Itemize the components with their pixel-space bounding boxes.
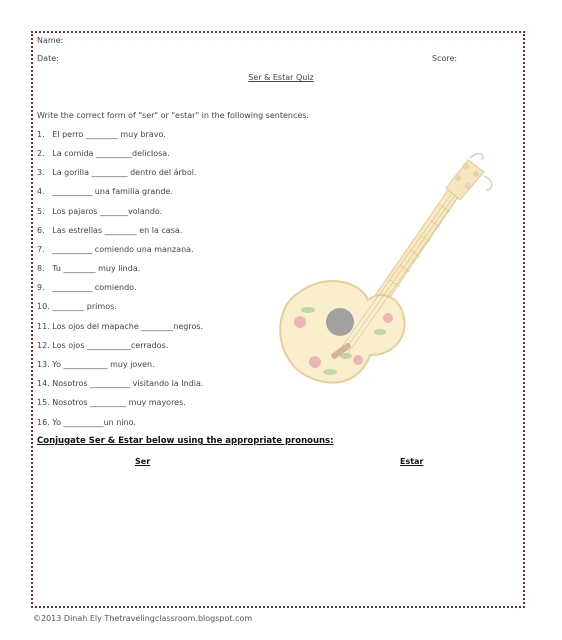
question-item: 2. La comida _________delicIosa. bbox=[37, 149, 170, 158]
question-item: 13. Yo ___________ muy joven. bbox=[37, 360, 155, 369]
estar-column-heading: Estar bbox=[400, 457, 424, 466]
question-item: 12. Los ojos ___________cerrados. bbox=[37, 341, 169, 350]
question-item: 10. ________ primos. bbox=[37, 302, 117, 311]
question-item: 14. Nosotros __________ visitando la India. bbox=[37, 379, 204, 388]
question-item: 16. Yo __________un nino. bbox=[37, 418, 136, 427]
question-item: 5. Los pajaros _______volando. bbox=[37, 207, 163, 216]
instructions: Write the correct form of "ser" or "estar" in the following sentences. bbox=[37, 111, 310, 120]
date-label: Date: bbox=[37, 54, 59, 63]
ser-column-heading: Ser bbox=[135, 457, 151, 466]
question-item: 6. Las estrellas ________ en la casa. bbox=[37, 226, 183, 235]
question-item: 4. __________ una familia grande. bbox=[37, 187, 173, 196]
question-item: 1. El perro ________ muy bravo. bbox=[37, 130, 166, 139]
question-item: 15. Nosotros _________ muy mayores. bbox=[37, 398, 186, 407]
question-item: 3. La gorilla _________ dentro del árbol. bbox=[37, 168, 197, 177]
question-item: 9. __________ comiendo. bbox=[37, 283, 137, 292]
footer-copyright: ©2013 Dinah Ely Thetravelingclassroom.blogspot.com bbox=[33, 614, 253, 623]
question-item: 7. __________ comiendo una manzana. bbox=[37, 245, 194, 254]
conjugate-heading: Conjugate Ser & Estar below using the appropriate pronouns: bbox=[37, 436, 334, 446]
question-item: 8. Tu ________ muy linda. bbox=[37, 264, 141, 273]
guitar-icon bbox=[270, 150, 500, 395]
quiz-title: Ser & Estar Quiz bbox=[248, 73, 314, 82]
score-label: Score: bbox=[432, 54, 458, 63]
question-item: 11. Los ojos del mapache ________negros. bbox=[37, 322, 204, 331]
name-label: Name: bbox=[37, 36, 64, 45]
